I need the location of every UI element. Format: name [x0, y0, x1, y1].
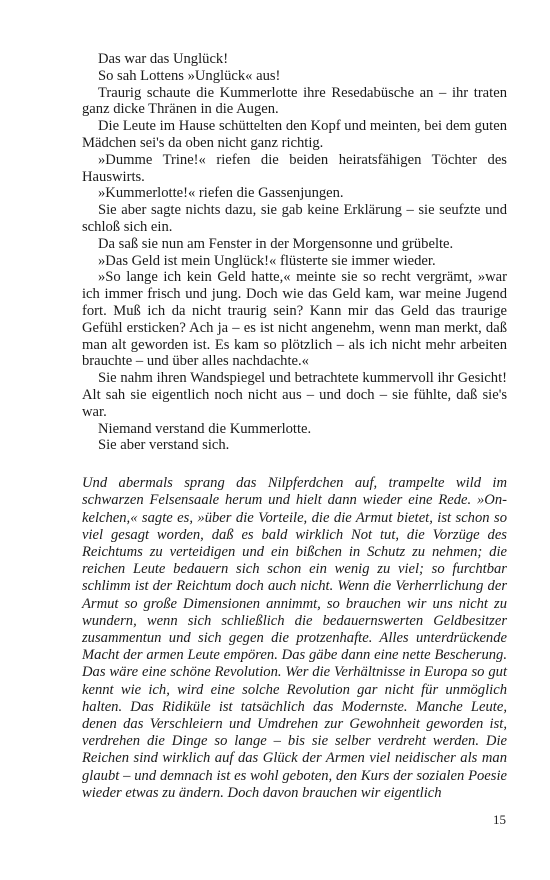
story-paragraph: »Kummerlotte!« riefen die Gassenjungen. — [98, 185, 344, 202]
story-paragraph: Die Leute im Hause schüttelten den Kopf und meinten, bei dem guten Mädchen sei's da oben nicht ganz richtig. — [82, 118, 507, 151]
commentary-paragraph: Und abermals sprang das Nilpferdchen auf, trampelte wild im schwarzen Felsensaale herum und hielt dann wieder eine Rede. »Onkelchen,« sagte es, »über die Vorteile, die die Armut bietet, ist schon so viel gesagt worden, daß es bald wirklich Not tut, die Vorzüge des Reichtums zu verteidigen und ein bißchen in Schutz zu nehmen; die reichen Leute bedauern sich schon ein wenig zu viel; so furchtbar schlimm ist der Reichtum doch auch nicht. Wenn die Verherrlichung der Armut so große Dimensionen annimmt, so brauchen wir uns nicht zu wundern, wenn sich schließlich die bedauernswerten Geldbesitzer zusammentun und sich gegen die protzenhafte. Alles unterdrückende Macht der armen Leute empören. Das gäbe dann eine nette Bescherung. Das wäre eine schöne Revolution. Wer die Verhältnisse in Europa so gut kennt wie ich, wird eine solche Revolution gar nicht für unmöglich halten. Das Ridiküle ist tatsächlich das Modernste. Manche Leute, denen das Verschleiern und Umdrehen zur Gewohnheit geworden ist, verdrehen die Dinge so lange – bis sie selber verdreht werden. Die Reichen sind wirklich auf das Glück der Armen viel neidischer als man glaubt – und demnach ist es wohl geboten, den Kurs der sozialen Poesie wieder etwas zu ändern. Doch davon brauchen wir eigentlich — [82, 475, 507, 801]
story-paragraph: Sie aber sagte nichts dazu, sie gab keine Erklärung – sie seufzte und schloß sich ein. — [82, 202, 507, 235]
story-paragraph: »Das Geld ist mein Unglück!« flüsterte sie immer wieder. — [98, 252, 436, 269]
story-paragraph: »Dumme Trine!« riefen die beiden heiratsfähigen Töchter des Hauswirts. — [82, 151, 507, 185]
story-paragraph: Sie aber verstand sich. — [98, 437, 230, 454]
story-paragraph: Das war das Unglück! — [98, 51, 229, 67]
story-paragraph: »So lange ich kein Geld hatte,« meinte sie so recht vergrämt, »war ich immer frisch und jung. Doch wie das Geld kam, war meine Jugend fort. Muß ich da nicht traurig sein? Kann mir das Geld das traurige Gefühl ersticken? Ach ja – es ist nicht angenehm, wenn man merkt, daß man alt geworden ist. Es kam so plötzlich – als ich nicht mehr arbeiten brauchte – und über alles nachdachte.« — [82, 269, 507, 370]
story-paragraph: Sie nahm ihren Wandspiegel und betrachtete kummervoll ihr Gesicht! Alt sah sie eigentlich noch nicht aus – und doch – sie fühlte, daß sie's war. — [82, 370, 507, 420]
page-number: 15 — [493, 812, 506, 827]
story-paragraph: Da saß sie nun am Fenster in der Morgensonne und grübelte. — [98, 235, 454, 252]
story-paragraph: Niemand verstand die Kummerlotte. — [98, 420, 312, 437]
story-paragraph: So sah Lottens »Unglück« aus! — [98, 67, 281, 84]
story-paragraph: Traurig schaute die Kummerlotte ihre Resedabüsche an – ihr traten ganz dicke Thränen in die Augen. — [82, 84, 507, 118]
page-body — [82, 51, 507, 802]
story-section — [82, 51, 507, 454]
commentary-section — [82, 475, 507, 802]
section-divider-space — [82, 454, 507, 475]
